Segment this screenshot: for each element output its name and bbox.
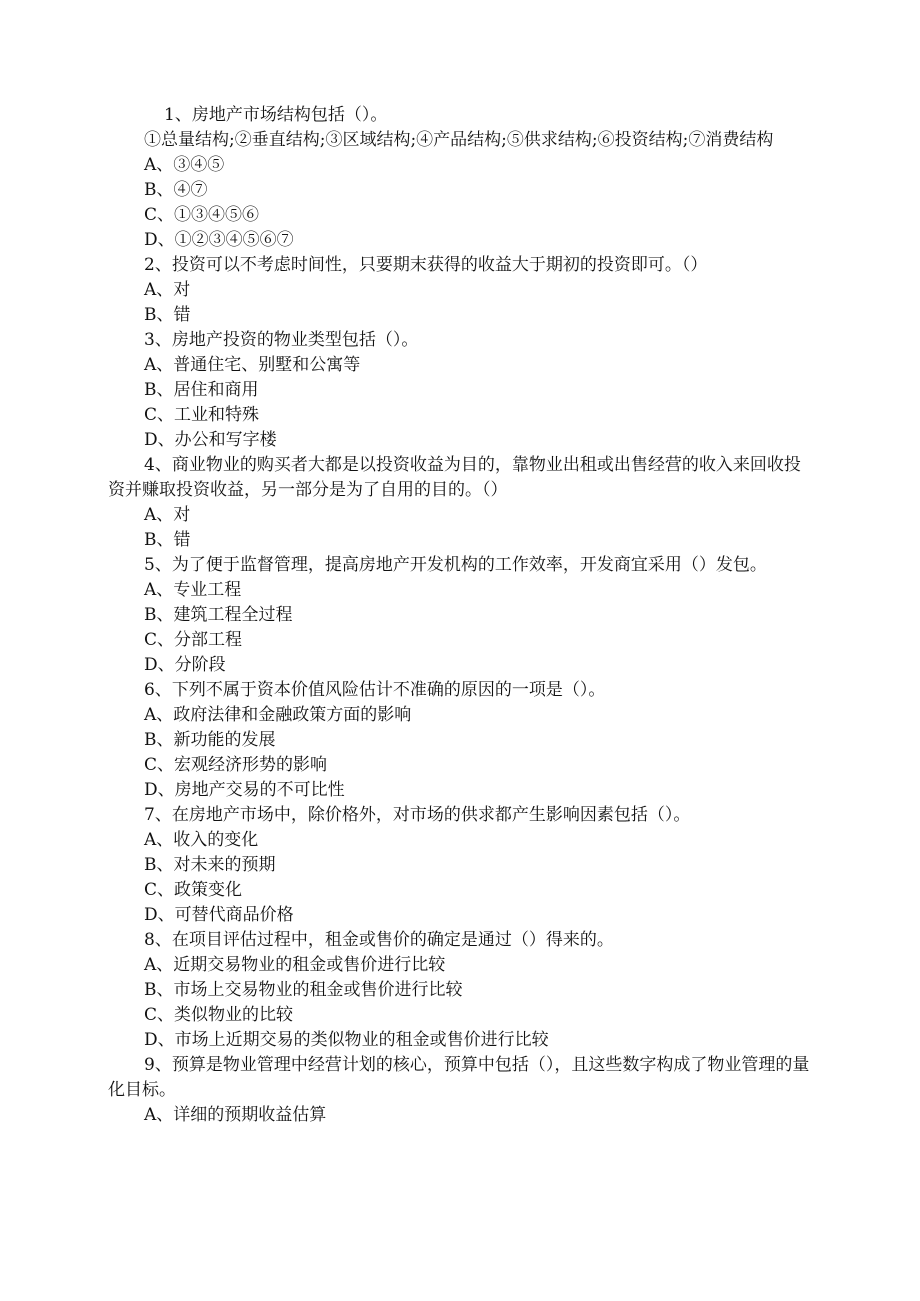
question-2-stem: 2、投资可以不考虑时间性，只要期末获得的收益大于期初的投资即可。（） [144, 255, 708, 275]
question-2-option-a: A、对 [144, 280, 191, 300]
question-8-option-d: D、市场上近期交易的类似物业的租金或售价进行比较 [144, 1030, 549, 1050]
question-3-stem: 3、房地产投资的物业类型包括（）。 [144, 330, 419, 350]
question-7-option-b: B、对未来的预期 [144, 855, 276, 875]
question-6-option-d: D、房地产交易的不可比性 [144, 780, 345, 800]
question-1-option-d: D、①②③④⑤⑥⑦ [144, 230, 294, 250]
document-page [108, 103, 813, 1128]
question-9-option-a: A、详细的预期收益估算 [144, 1105, 327, 1125]
question-5-stem: 5、为了便于监督管理，提高房地产开发机构的工作效率，开发商宜采用（）发包。 [144, 555, 767, 575]
question-1-stem: 1、房地产市场结构包括（）。 [164, 105, 388, 125]
question-7-option-c: C、政策变化 [144, 880, 243, 900]
question-5-option-c: C、分部工程 [144, 630, 243, 650]
question-1-option-a: A、③④⑤ [144, 155, 225, 175]
question-7-option-d: D、可替代商品价格 [144, 905, 294, 925]
question-6-option-c: C、宏观经济形势的影响 [144, 755, 328, 775]
question-6-option-b: B、新功能的发展 [144, 730, 276, 750]
question-1-items: ①总量结构;②垂直结构;③区域结构;④产品结构;⑤供求结构;⑥投资结构;⑦消费结构 [144, 130, 774, 150]
question-4-option-a: A、对 [144, 505, 191, 525]
question-6-stem: 6、下列不属于资本价值风险估计不准确的原因的一项是（）。 [144, 680, 606, 700]
question-5-option-d: D、分阶段 [144, 655, 226, 675]
question-3-option-a: A、普通住宅、别墅和公寓等 [144, 355, 361, 375]
question-8-option-c: C、类似物业的比较 [144, 1005, 294, 1025]
question-2-option-b: B、错 [144, 305, 191, 325]
question-3-option-c: C、工业和特殊 [144, 405, 260, 425]
question-1-option-b: B、④⑦ [144, 180, 208, 200]
question-4-option-b: B、错 [144, 530, 191, 550]
question-9-stem: 9、预算是物业管理中经营计划的核心，预算中包括（），且这些数字构成了物业管理的量化目标。 [108, 1055, 810, 1100]
question-1-option-c: C、①③④⑤⑥ [144, 205, 260, 225]
question-4-stem: 4、商业物业的购买者大都是以投资收益为目的，靠物业出租或出售经营的收入来回收投资并赚取投资收益，另一部分是为了自用的目的。（） [108, 455, 801, 500]
question-7-stem: 7、在房地产市场中，除价格外，对市场的供求都产生影响因素包括（）。 [144, 805, 691, 825]
question-5-option-a: A、专业工程 [144, 580, 242, 600]
question-7-option-a: A、收入的变化 [144, 830, 259, 850]
question-3-option-d: D、办公和写字楼 [144, 430, 277, 450]
question-8-option-b: B、市场上交易物业的租金或售价进行比较 [144, 980, 463, 1000]
question-8-stem: 8、在项目评估过程中，租金或售价的确定是通过（）得来的。 [144, 930, 614, 950]
question-8-option-a: A、近期交易物业的租金或售价进行比较 [144, 955, 446, 975]
question-6-option-a: A、政府法律和金融政策方面的影响 [144, 705, 412, 725]
question-5-option-b: B、建筑工程全过程 [144, 605, 293, 625]
question-3-option-b: B、居住和商用 [144, 380, 259, 400]
